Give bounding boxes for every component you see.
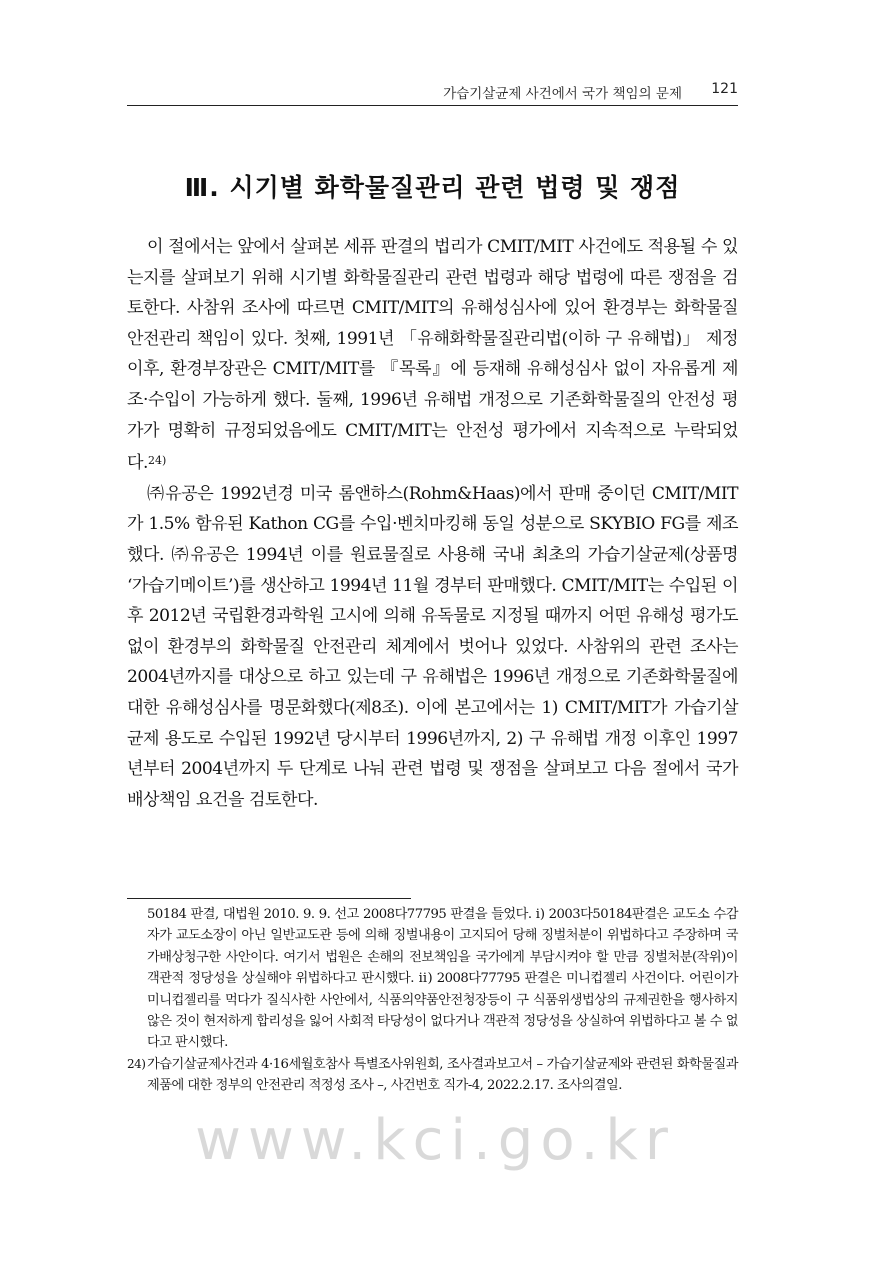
paragraph bbox=[127, 232, 738, 479]
paragraph-text: 이 절에서는 앞에서 살펴본 세퓨 판결의 법리가 CMIT/MIT 사건에도 적용될 수 있는지를 살펴보기 위해 시기별 화학물질관리 관련 법령과 해당 법령에 따른 쟁점을 검토한다. 사참위 조사에 따르면 CMIT/MIT의 유해성심사에 있어 환경부는 화학물질 안전관리 책임이 있다. 첫째, 1991년 「유해화학물질관리법(이하 구 유해법)」 제정 이후, 환경부장관은 CMIT/MIT를 『목록』에 등재해 유해성심사 없이 자유롭게 제조·수입이 가능하게 했다. 둘째, 1996년 유해법 개정으로 기존화학물질의 안전성 평가가 명확히 규정되었음에도 CMIT/MIT는 안전성 평가에서 지속적으로 누락되었다. bbox=[127, 237, 738, 474]
footnote-number: 24) bbox=[127, 1056, 146, 1071]
footnote-reference[interactable]: 24) bbox=[147, 454, 167, 468]
section-title: Ⅲ. 시기별 화학물질관리 관련 법령 및 쟁점 bbox=[184, 173, 681, 202]
footnote-text: 가습기살균제사건과 4·16세월호참사 특별조사위원회, 조사결과보고서 – 가습기살균제와 관련된 화학물질과 제품에 대한 정부의 안전관리 적정성 조사 –, 사건번호 직가-4, 2022.2.17. 조사의결일. bbox=[147, 1056, 738, 1094]
paragraph: ㈜유공은 1992년경 미국 롬앤하스(Rohm&Haas)에서 판매 중이던 CMIT/MIT가 1.5% 함유된 Kathon CG를 수입·벤치마킹해 동일 성분으로 SKYBIO FG를 제조했다. ㈜유공은 1994년 이를 원료물질로 사용해 국내 최초의 가습기살균제(상품명 ‘가습기메이트’)를 생산하고 1994년 11월 경부터 판매했다. CMIT/MIT는 수입된 이후 2012년 국립환경과학원 고시에 의해 유독물로 지정될 때까지 어떤 유해성 평가도 없이 환경부의 화학물질 안전관리 체계에서 벗어나 있었다. 사참위의 관련 조사는 2004년까지를 대상으로 하고 있는데 구 유해법은 1996년 개정으로 기존화학물질에 대한 유해성심사를 명문화했다(제8조). 이에 본고에서는 1) CMIT/MIT가 가습기살균제 용도로 수입된 1992년 당시부터 1996년까지, 2) 구 유해법 개정 이후인 1997년부터 2004년까지 두 단계로 나눠 관련 법령 및 쟁점을 살펴보고 다음 절에서 국가배상책임 요건을 검토한다. bbox=[127, 483, 738, 810]
page-number: 121 bbox=[711, 81, 738, 97]
watermark: www.kci.go.kr bbox=[195, 1108, 675, 1173]
body-text bbox=[127, 232, 738, 815]
footnotes bbox=[127, 904, 738, 1097]
footnote-continuation: 50184 판결, 대법원 2010. 9. 9. 선고 2008다77795 판결을 들었다. ⅰ) 2003다50184판결은 교도소 수감자가 교도소장이 아닌 일반교도관 등에 의해 징벌내용이 고지되어 당해 징벌처분이 위법하다고 주장하며 국가배상청구한 사안이다. 여기서 법원은 손해의 전보책임을 국가에게 부담시켜야 할 만큼 징벌처분(작위)이 객관적 정당성을 상실해야 위법하다고 판시했다. ⅱ) 2008다77795 판결은 미니컵젤리 사건이다. 어린이가 미니컵젤리를 먹다가 질식사한 사안에서, 식품의약품안전청장등이 구 식품위생법상의 규제권한을 행사하지 않은 것이 현저하게 합리성을 잃어 사회적 타당성이 없다거나 객관적 정당성을 상실하여 위법하다고 볼 수 없다고 판시했다. bbox=[147, 907, 738, 1051]
footnote-24 bbox=[127, 1054, 738, 1097]
footnote-divider bbox=[127, 898, 411, 899]
running-header bbox=[127, 80, 738, 106]
running-header-title: 가습기살균제 사건에서 국가 책임의 문제 bbox=[443, 86, 682, 102]
